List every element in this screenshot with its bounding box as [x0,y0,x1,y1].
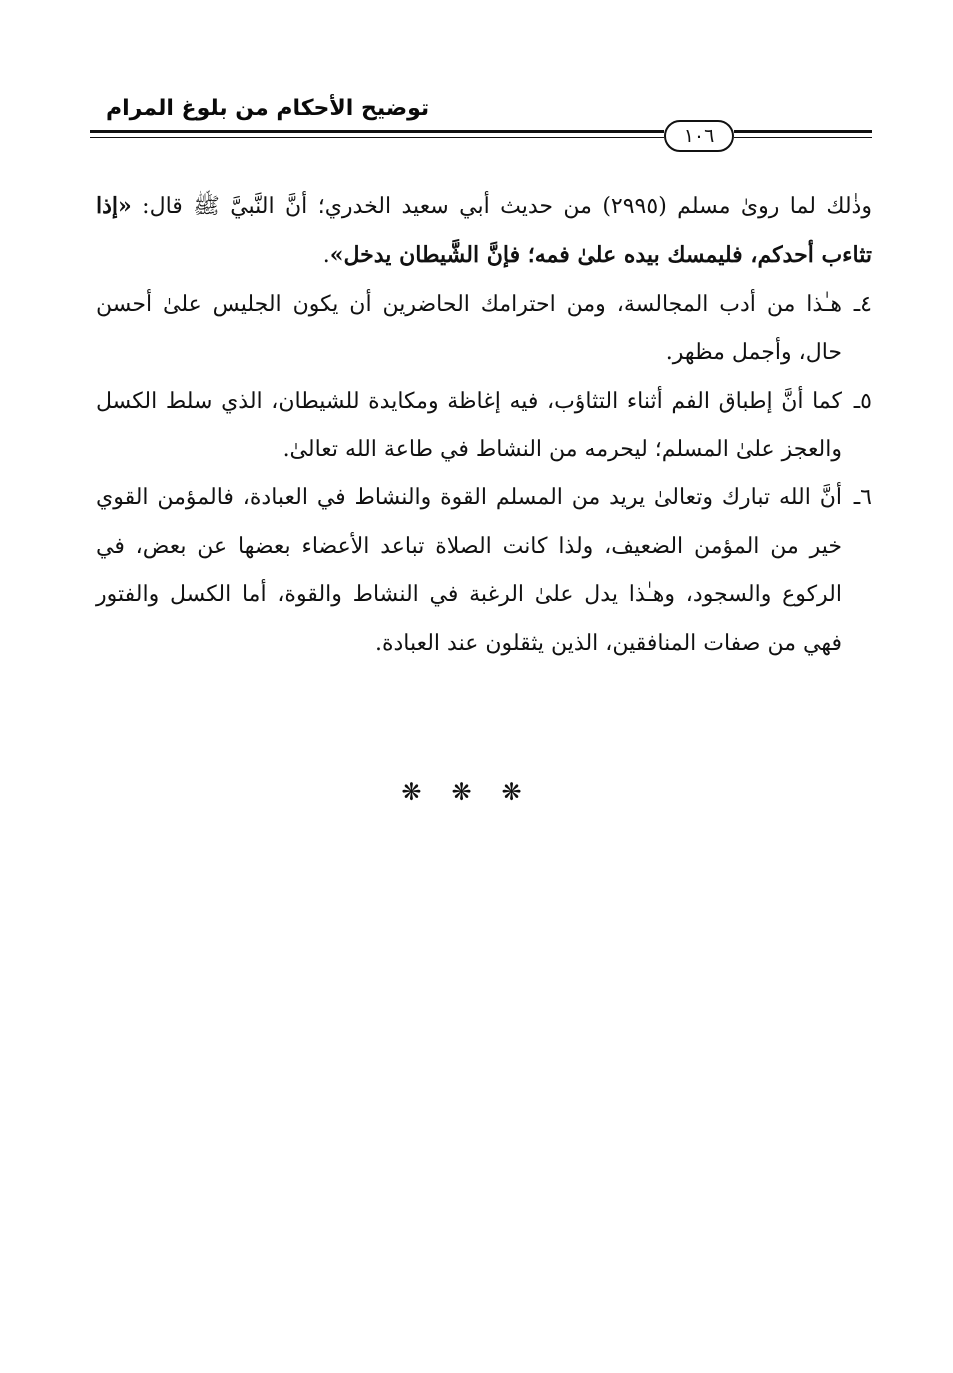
list-item [96,378,872,475]
item-text-5: كما أنَّ إطباق الفم أثناء التثاؤب، فيه إغاظة ومكايدة للشيطان، الذي سلط الكسل والعجز علىٰ المسلم؛ ليحرمه من النشاط في طاعة الله تعالىٰ. [96,388,842,463]
intro-text: وذٰلك لما رویٰ مسلم (٢٩٩٥) من حديث أبي سعيد الخدري؛ أنَّ النَّبيَّ ﷺ قال: [131,194,872,219]
header-rule-left-thin [90,137,664,138]
page-number: ١٠٦ [683,125,715,147]
list-item [96,281,872,378]
header-rule-right-thin [734,137,872,138]
list-item [96,474,872,668]
item-text-6: أنَّ الله تبارك وتعالىٰ يريد من المسلم القوة والنشاط في العبادة، فالمؤمن القوي خير من المؤمن الضعيف، ولذا كانت الصلاة تباعد الأعضاء بعضها عن بعض، في الركوع والسجود، وهـٰذا يدل علىٰ الرغبة في النشاط والقوة، أما الكسل والفتور فهي من صفات المنافقين، الذين يثقلون عند العبادة. [96,485,842,656]
hadith-quote: «إذا تثاءب أحدكم، فليمسك بيده علىٰ فمه؛ فإنَّ الشَّيطان يدخل» [96,193,872,269]
page-number-frame [664,120,734,152]
item-number-6: ٦ـ [853,485,872,511]
header-rule-right [734,130,872,133]
section-separator: ❋❋❋ [401,778,552,806]
page-body [96,182,872,668]
page-header [88,84,873,164]
item-number-5: ٥ـ [853,388,872,414]
intro-end: . [322,243,330,269]
intro-paragraph [96,182,872,281]
item-number-4: ٤ـ [853,291,872,317]
running-title: توضيح الأحكام من بلوغ المرام [106,96,430,121]
item-text-4: هـٰذا من أدب المجالسة، ومن احترامك الحاضرين أن يكون الجليس علىٰ أحسن حال، وأجمل مظهر. [96,291,842,366]
header-rule-left [90,130,664,133]
